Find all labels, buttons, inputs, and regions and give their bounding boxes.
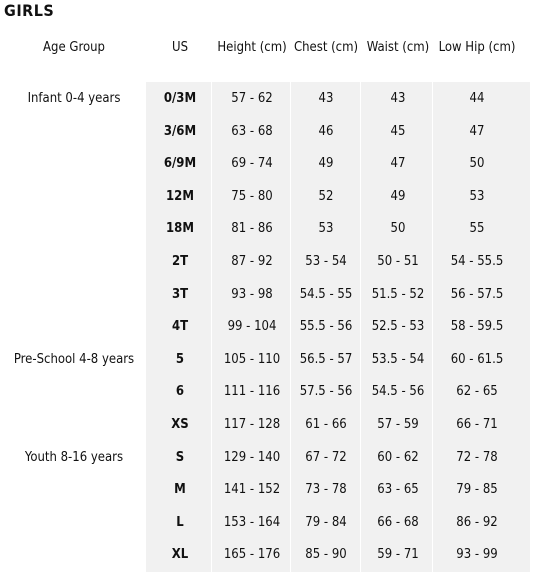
- chest-cell: 53: [318, 221, 334, 237]
- low-hip-cell: 44: [469, 91, 485, 106]
- us-size-cell: 2T: [171, 254, 189, 269]
- height-cell: 57 - 62: [231, 91, 273, 106]
- low-hip-cell: 79 - 85: [456, 482, 498, 498]
- chest-cell: 54.5 - 55: [299, 286, 353, 302]
- chest-cell: 55.5 - 56: [299, 319, 353, 335]
- chest-cell: 79 - 84: [305, 514, 347, 530]
- age-group-label: Youth 8-16 years: [24, 449, 124, 465]
- waist-cell: 47: [390, 156, 406, 172]
- us-size-cell: M: [174, 482, 186, 498]
- height-cell: 93 - 98: [231, 286, 273, 302]
- us-size-cell: XS: [171, 417, 189, 432]
- height-cell: 75 - 80: [231, 188, 273, 204]
- height-header: Height (cm): [217, 40, 287, 55]
- us-size-cell: 3T: [171, 286, 189, 302]
- waist-cell: 59 - 71: [377, 547, 419, 563]
- waist-cell: 60 - 62: [377, 449, 419, 465]
- age-group-label: Pre-School 4-8 years: [13, 351, 135, 367]
- height-cell: 153 - 164: [223, 514, 281, 530]
- us-size-cell: XL: [171, 547, 189, 563]
- height-cell: 105 - 110: [223, 351, 281, 367]
- waist-cell: 51.5 - 52: [371, 286, 425, 302]
- waist-cell: 45: [390, 123, 406, 139]
- height-cell: 165 - 176: [223, 547, 281, 563]
- waist-header: Waist (cm): [366, 40, 430, 55]
- chest-cell: 53 - 54: [305, 254, 347, 269]
- waist-cell: 52.5 - 53: [371, 319, 425, 335]
- us-size-cell: 6: [175, 384, 185, 400]
- us-size-cell: 5: [175, 351, 185, 367]
- low-hip-cell: 93 - 99: [456, 547, 498, 563]
- low-hip-cell: 54 - 55.5: [450, 254, 504, 269]
- waist-cell: 53.5 - 54: [371, 351, 425, 367]
- page-title: GIRLS: [4, 1, 55, 20]
- us-size-cell: L: [176, 514, 184, 530]
- height-cell: 141 - 152: [223, 482, 281, 498]
- height-cell: 111 - 116: [223, 384, 281, 400]
- chest-cell: 57.5 - 56: [299, 384, 353, 400]
- chest-cell: 61 - 66: [305, 417, 347, 432]
- low-hip-cell: 86 - 92: [456, 514, 498, 530]
- chest-cell: 73 - 78: [305, 482, 347, 498]
- waist-cell: 49: [390, 188, 406, 204]
- us-header: US: [172, 40, 188, 55]
- us-size-cell: 12M: [166, 188, 194, 204]
- us-size-cell: S: [175, 449, 185, 465]
- low-hip-cell: 60 - 61.5: [450, 351, 504, 367]
- chest-cell: 56.5 - 57: [299, 351, 353, 367]
- chest-cell: 49: [318, 156, 334, 172]
- us-size-cell: 4T: [171, 319, 189, 335]
- low-hip-header: Low Hip (cm): [438, 40, 516, 55]
- low-hip-cell: 50: [469, 156, 485, 172]
- us-size-cell: 6/9M: [163, 156, 197, 172]
- low-hip-cell: 47: [469, 123, 485, 139]
- age-group-header: Age Group: [43, 40, 105, 55]
- low-hip-cell: 66 - 71: [456, 417, 498, 432]
- chest-cell: 46: [318, 123, 334, 139]
- chest-cell: 43: [318, 91, 334, 106]
- waist-cell: 50 - 51: [377, 254, 419, 269]
- height-cell: 87 - 92: [231, 254, 273, 269]
- age-group-label: Infant 0-4 years: [27, 91, 121, 106]
- chest-cell: 52: [318, 188, 334, 204]
- waist-cell: 54.5 - 56: [371, 384, 425, 400]
- waist-cell: 50: [390, 221, 406, 237]
- height-cell: 69 - 74: [231, 156, 273, 172]
- chest-cell: 67 - 72: [305, 449, 347, 465]
- us-size-cell: 3/6M: [163, 123, 197, 139]
- chest-header: Chest (cm): [293, 40, 359, 55]
- low-hip-cell: 55: [469, 221, 485, 237]
- chest-cell: 85 - 90: [305, 547, 347, 563]
- us-size-cell: 18M: [166, 221, 194, 237]
- waist-cell: 43: [390, 91, 406, 106]
- low-hip-cell: 62 - 65: [456, 384, 498, 400]
- low-hip-cell: 72 - 78: [456, 449, 498, 465]
- us-size-cell: 0/3M: [163, 91, 197, 106]
- height-cell: 117 - 128: [223, 417, 281, 432]
- low-hip-cell: 56 - 57.5: [450, 286, 504, 302]
- height-cell: 63 - 68: [231, 123, 273, 139]
- height-cell: 81 - 86: [231, 221, 273, 237]
- waist-cell: 57 - 59: [377, 417, 419, 432]
- low-hip-cell: 58 - 59.5: [450, 319, 504, 335]
- height-cell: 129 - 140: [223, 449, 281, 465]
- low-hip-cell: 53: [469, 188, 485, 204]
- waist-cell: 63 - 65: [377, 482, 419, 498]
- height-cell: 99 - 104: [227, 319, 277, 335]
- waist-cell: 66 - 68: [377, 514, 419, 530]
